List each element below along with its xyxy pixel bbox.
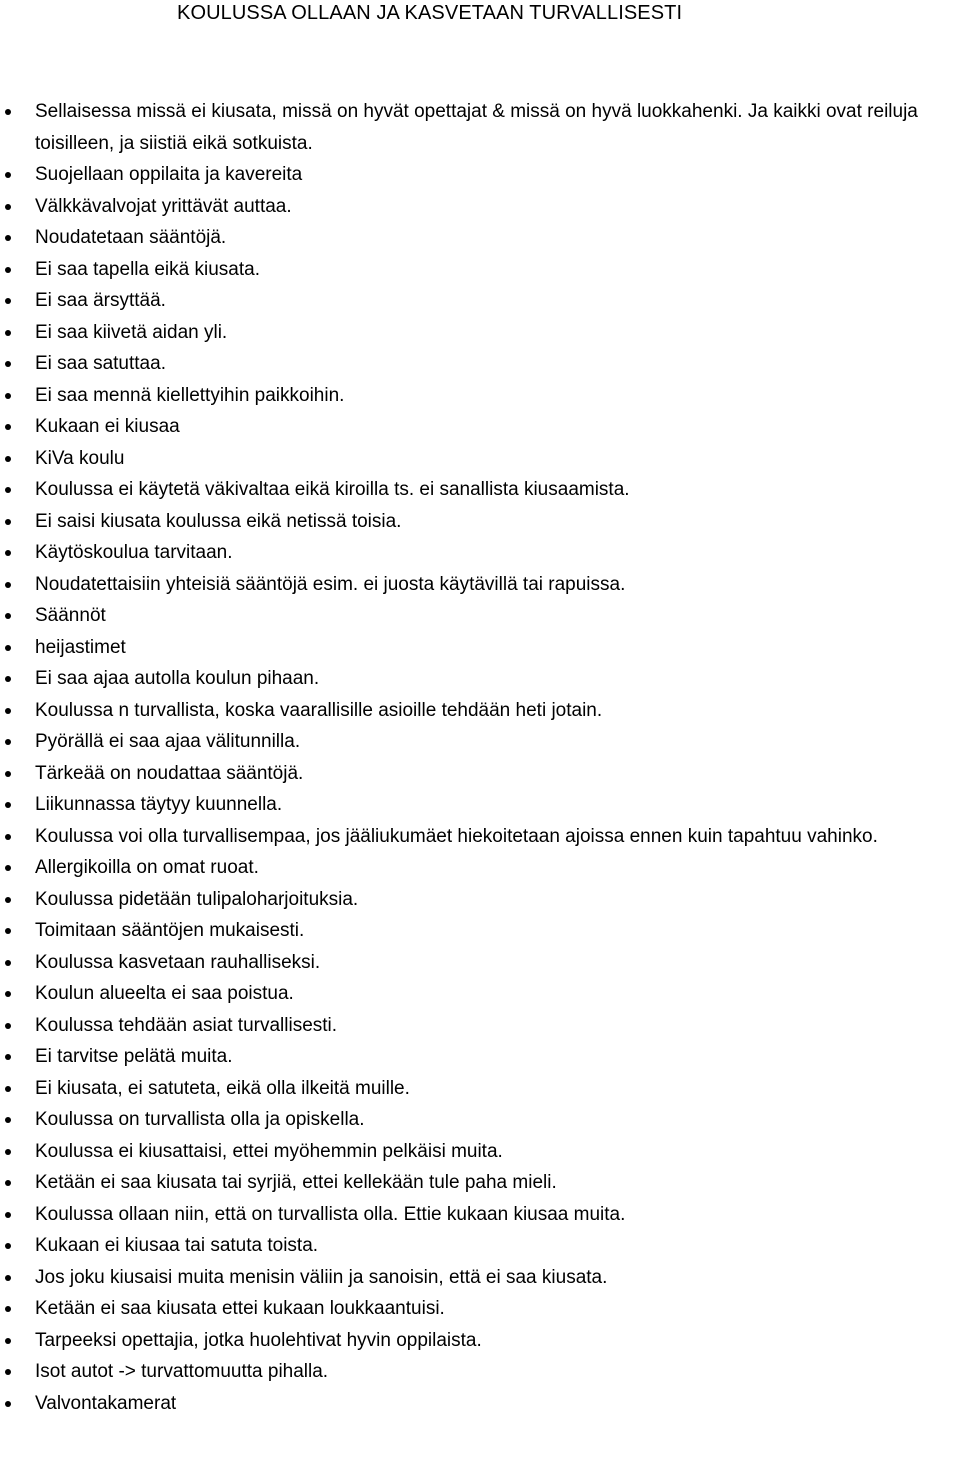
list-item-text: Koulun alueelta ei saa poistua. [35, 983, 294, 1004]
list-item [0, 191, 960, 223]
list-item-text: Kukaan ei kiusaa tai satuta toista. [35, 1235, 319, 1256]
list-item-text: heijastimet [35, 636, 126, 658]
list-item-text: Koulussa ei kiusattaisi, ettei myöhemmin pelkäisi muita. [35, 1140, 503, 1162]
list-item [0, 380, 960, 412]
list-item [0, 663, 960, 695]
list-item [0, 726, 960, 758]
list-item-text: Koulussa kasvetaan rauhalliseksi. [35, 951, 321, 973]
bullet-icon [5, 267, 11, 273]
list-item [0, 632, 960, 664]
bullet-icon [5, 330, 11, 336]
list-item [0, 978, 960, 1010]
bullet-icon [5, 897, 11, 903]
list-item [0, 1041, 960, 1073]
list-item [0, 285, 960, 317]
list-item-text: Liikunnassa täytyy kuunnella. [35, 794, 283, 815]
bullet-icon [5, 519, 11, 525]
bullet-icon [5, 1212, 11, 1218]
list-item [0, 537, 960, 569]
bullet-icon [5, 1086, 11, 1092]
list-item-text: Ei saa ajaa autolla koulun pihaan. [35, 668, 320, 689]
bullet-icon [5, 1149, 11, 1155]
list-item [0, 1388, 960, 1420]
bullet-icon [5, 235, 11, 241]
list-item [0, 947, 960, 979]
list-item-text: Ei saisi kiusata koulussa eikä netissä toisia. [35, 510, 402, 532]
list-item-text: Allergikoilla on omat ruoat. [35, 857, 259, 878]
bullet-icon [5, 172, 11, 178]
list-item-text: Toimitaan sääntöjen mukaisesti. [35, 920, 305, 941]
bullet-icon [5, 1180, 11, 1186]
list-item-text: Sellaisessa missä ei kiusata, missä on hyvät opettajat & missä on hyvä luokkahenki. Ja kaikki ovat reiluja toisilleen, ja siistiä eikä sotkuista. [35, 101, 918, 154]
list-item-text: Ei tarvitse pelätä muita. [35, 1046, 233, 1067]
list-item [0, 821, 960, 853]
list-item [0, 1167, 960, 1199]
list-item-text: Ei saa ärsyttää. [35, 290, 166, 311]
bullet-icon [5, 361, 11, 367]
list-item-text: Noudatettaisiin yhteisiä sääntöjä esim. ei juosta käytävillä tai rapuissa. [35, 573, 626, 595]
list-item [0, 600, 960, 632]
bullet-icon [5, 393, 11, 399]
bullet-icon [5, 645, 11, 651]
list-item-text: Käytöskoulua tarvitaan. [35, 542, 233, 563]
list-item-text: KiVa koulu [35, 447, 125, 469]
list-item [0, 852, 960, 884]
bullet-icon [5, 109, 11, 115]
list-item-text: Koulussa voi olla turvallisempaa, jos jääliukumäet hiekoitetaan ajoissa ennen kuin tapahtuu vahinko. [35, 825, 878, 847]
list-item [0, 222, 960, 254]
list-item [0, 443, 960, 475]
bullet-icon [5, 1243, 11, 1249]
bullet-icon [5, 424, 11, 430]
bullet-icon [5, 550, 11, 556]
bullet-icon [5, 1369, 11, 1375]
list-item [0, 474, 960, 506]
list-item-text: Kukaan ei kiusaa [35, 416, 180, 437]
bullet-icon [5, 1023, 11, 1029]
page-title: KOULUSSA OLLAAN JA KASVETAAN TURVALLISESTI [177, 2, 683, 24]
bullet-icon [5, 865, 11, 871]
list-item [0, 1230, 960, 1262]
bullet-icon [5, 928, 11, 934]
list-item-text: Tarpeeksi opettajia, jotka huolehtivat hyvin oppilaista. [35, 1329, 482, 1351]
list-item [0, 1010, 960, 1042]
bullet-icon [5, 1306, 11, 1312]
list-item [0, 1293, 960, 1325]
list-item [0, 411, 960, 443]
list-item [0, 569, 960, 601]
list-item-text: Ei kiusata, ei satuteta, eikä olla ilkeitä muille. [35, 1077, 410, 1099]
bullet-icon [5, 487, 11, 493]
list-item-text: Ei saa satuttaa. [35, 353, 166, 374]
list-item [0, 317, 960, 349]
list-item-text: Välkkävalvojat yrittävät auttaa. [35, 195, 292, 217]
list-item [0, 1073, 960, 1105]
list-item-text: Ei saa kiivetä aidan yli. [35, 321, 228, 343]
bullet-icon [5, 582, 11, 588]
list-item [0, 1104, 960, 1136]
list-item [0, 254, 960, 286]
bullet-icon [5, 1275, 11, 1281]
list-item [0, 159, 960, 191]
bullet-icon [5, 1401, 11, 1407]
list-item [0, 884, 960, 916]
bullet-icon [5, 834, 11, 840]
list-item-text: Koulussa ollaan niin, että on turvallista olla. Ettie kukaan kiusaa muita. [35, 1203, 626, 1225]
list-item-text: Isot autot -> turvattomuutta pihalla. [35, 1361, 329, 1382]
list-item [0, 789, 960, 821]
bullet-icon [5, 960, 11, 966]
list-item-text: Koulussa on turvallista olla ja opiskella. [35, 1109, 365, 1130]
bullet-icon [5, 708, 11, 714]
list-item-text: Koulussa n turvallista, koska vaarallisille asioille tehdään heti jotain. [35, 699, 603, 721]
list-item [0, 1325, 960, 1357]
list-item-text: Koulussa tehdään asiat turvallisesti. [35, 1014, 338, 1036]
bullet-icon [5, 1054, 11, 1060]
list-item [0, 96, 960, 159]
bullet-icon [5, 991, 11, 997]
bullet-icon [5, 298, 11, 304]
bullet-icon [5, 204, 11, 210]
list-item-text: Valvontakamerat [35, 1392, 177, 1414]
list-item [0, 506, 960, 538]
bullet-list [0, 96, 960, 1419]
list-item-text: Koulussa ei käytetä väkivaltaa eikä kiroilla ts. ei sanallista kiusaamista. [35, 479, 630, 500]
list-item [0, 695, 960, 727]
list-item-text: Jos joku kiusaisi muita menisin väliin ja sanoisin, että ei saa kiusata. [35, 1266, 608, 1288]
list-item-text: Ketään ei saa kiusata tai syrjiä, ettei kellekään tule paha mieli. [35, 1172, 557, 1193]
list-item-text: Koulussa pidetään tulipaloharjoituksia. [35, 888, 359, 910]
bullet-icon [5, 771, 11, 777]
list-item [0, 758, 960, 790]
list-item-text: Ei saa mennä kiellettyihin paikkoihin. [35, 384, 345, 406]
bullet-icon [5, 802, 11, 808]
list-item [0, 1136, 960, 1168]
list-item-text: Ketään ei saa kiusata ettei kukaan loukkaantuisi. [35, 1298, 445, 1319]
bullet-icon [5, 1338, 11, 1344]
bullet-icon [5, 456, 11, 462]
bullet-icon [5, 739, 11, 745]
list-item [0, 1199, 960, 1231]
bullet-icon [5, 1117, 11, 1123]
list-item-text: Tärkeää on noudattaa sääntöjä. [35, 762, 304, 784]
list-item [0, 348, 960, 380]
list-item-text: Suojellaan oppilaita ja kavereita [35, 164, 303, 185]
list-item [0, 1356, 960, 1388]
bullet-icon [5, 613, 11, 619]
list-item [0, 915, 960, 947]
list-item-text: Pyörällä ei saa ajaa välitunnilla. [35, 731, 301, 752]
list-item-text: Ei saa tapella eikä kiusata. [35, 258, 260, 280]
list-item-text: Noudatetaan sääntöjä. [35, 227, 227, 248]
list-item-text: Säännöt [35, 605, 106, 626]
bullet-icon [5, 676, 11, 682]
list-item [0, 1262, 960, 1294]
